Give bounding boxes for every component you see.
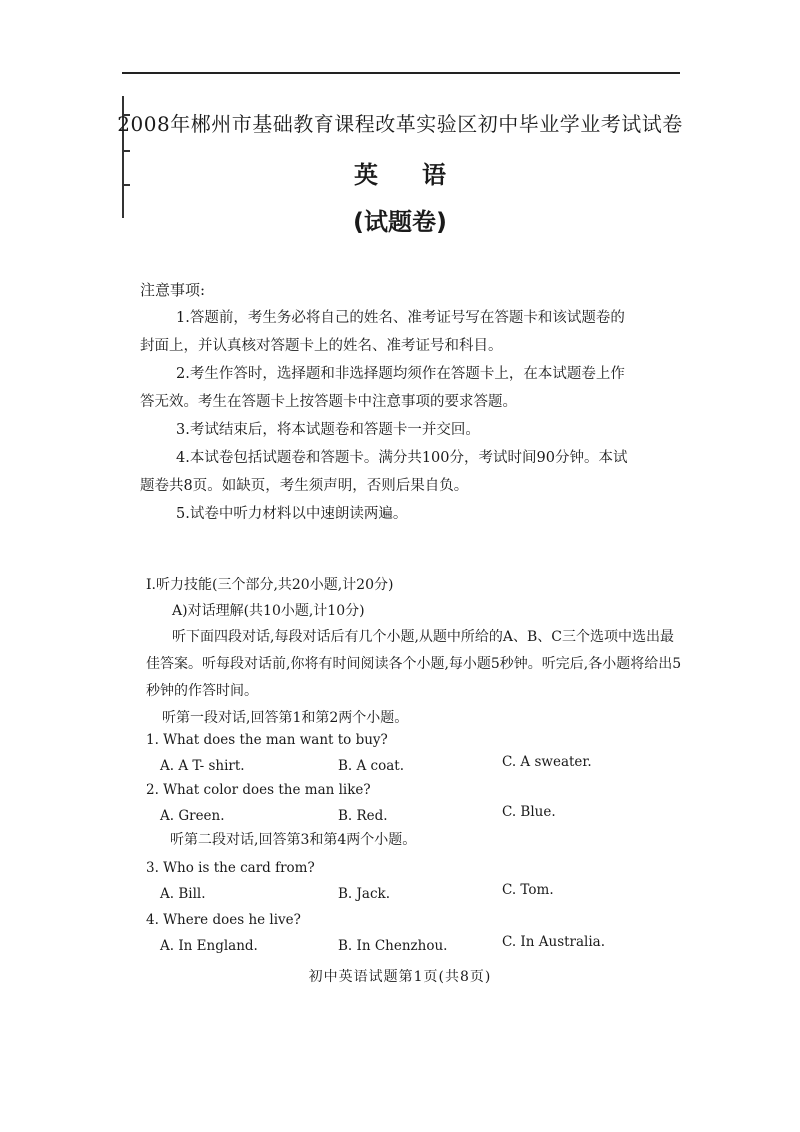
notes-line: 4.本试卷包括试题卷和答题卡。满分共100分，考试时间90分钟。本试	[176, 450, 628, 466]
question-stem: 2. What color does the man like?	[146, 782, 371, 798]
dialogue-note: 听第一段对话,回答第1和第2两个小题。	[162, 710, 409, 726]
notes-line: 5.试卷中听力材料以中速朗读两遍。	[176, 506, 408, 522]
top-rule	[122, 72, 680, 74]
notes-line: 1.答题前，考生务必将自己的姓名、准考证号写在答题卡和该试题卷的	[176, 310, 625, 326]
notes-section	[140, 276, 680, 528]
notes-item	[140, 360, 680, 388]
notes-heading: 注意事项:	[140, 281, 206, 299]
option-b: B. In Chenzhou.	[338, 938, 448, 954]
question-stem: 4. Where does he live?	[146, 912, 301, 928]
notes-line: 题卷共8页。如缺页，考生须声明，否则后果自负。	[140, 478, 469, 494]
option-c: C. A sweater.	[502, 754, 592, 770]
binding-tick	[122, 150, 130, 152]
question-2	[146, 778, 686, 830]
notes-item-cont	[140, 472, 680, 500]
notes-line: 答无效。考生在答题卡上按答题卡中注意事项的要求答题。	[140, 394, 517, 410]
notes-item	[140, 304, 680, 332]
question-options	[146, 932, 686, 960]
instructions-text: 听下面四段对话,每段对话后有几个小题,从题中所给的A、B、C三个选项中选出最佳答案。听每段对话前,你将有时间阅读各个小题,每小题5秒钟。听完后,各小题将给出5秒钟的作答时间。	[146, 629, 682, 699]
listening-section	[146, 572, 686, 731]
option-c: C. In Australia.	[502, 934, 606, 950]
dialogue-note: 听第二段对话,回答第3和第4两个小题。	[170, 832, 417, 848]
option-c: C. Blue.	[502, 804, 556, 820]
option-b: B. A coat.	[338, 758, 404, 774]
option-a: A. In England.	[160, 938, 258, 954]
paper-type-label: (试题卷)	[353, 208, 447, 236]
page-footer: 初中英语试题第1页(共8页)	[308, 969, 492, 985]
notes-line: 2.考生作答时，选择题和非选择题均须作在答题卡上，在本试题卷上作	[176, 366, 625, 382]
question-3	[146, 856, 686, 908]
question-options	[146, 880, 686, 908]
part-heading: A)对话理解(共10小题,计10分)	[172, 603, 365, 619]
option-c: C. Tom.	[502, 882, 554, 898]
option-b: B. Red.	[338, 808, 388, 824]
question-options	[146, 752, 686, 780]
question-stem: 1. What does the man want to buy?	[146, 732, 388, 748]
option-a: A. A T- shirt.	[160, 758, 245, 774]
option-b: B. Jack.	[338, 886, 390, 902]
question-1	[146, 728, 686, 780]
exam-title: 2008年郴州市基础教育课程改革实验区初中毕业学业考试试卷	[117, 112, 683, 136]
notes-line: 3.考试结束后，将本试题卷和答题卡一并交回。	[176, 422, 480, 438]
notes-item-cont	[140, 332, 680, 360]
subject-title: 英语	[354, 161, 490, 189]
notes-item	[140, 444, 680, 472]
question-options	[146, 802, 686, 830]
section-heading: Ⅰ.听力技能(三个部分,共20小题,计20分)	[146, 577, 394, 593]
notes-item	[140, 500, 680, 528]
notes-item	[140, 416, 680, 444]
question-stem: 3. Who is the card from?	[146, 860, 315, 876]
question-4	[146, 908, 686, 960]
notes-line: 封面上，并认真核对答题卡上的姓名、准考证号和科目。	[140, 338, 503, 354]
option-a: A. Green.	[160, 808, 225, 824]
option-a: A. Bill.	[160, 886, 206, 902]
notes-item-cont	[140, 388, 680, 416]
